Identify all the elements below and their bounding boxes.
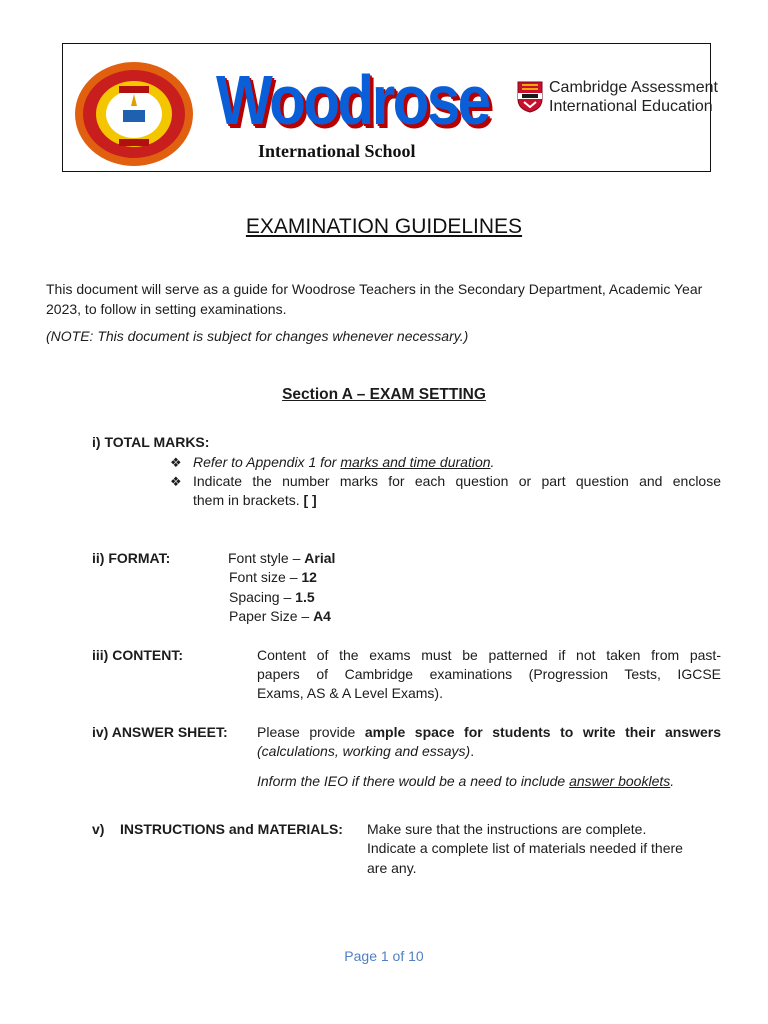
format-item-spacing — [229, 588, 315, 608]
marks-duration-link: marks and time duration — [340, 454, 491, 470]
format-item-font-style — [228, 549, 335, 569]
format-item-paper-size — [229, 607, 331, 627]
format-item-name: Font size – — [229, 569, 302, 585]
instructions-label: v) INSTRUCTIONS and MATERIALS: — [92, 821, 343, 837]
diamond-bullet-icon: ❖ — [170, 474, 182, 489]
answer-sheet-inform — [257, 772, 674, 792]
total-marks-item-1-post: . — [490, 454, 495, 470]
inform-post: . — [670, 773, 675, 789]
format-item-name: Spacing – — [229, 589, 296, 605]
school-crest-logo — [73, 60, 195, 168]
format-item-name: Paper Size – — [229, 608, 314, 624]
format-item-value: 1.5 — [295, 589, 315, 605]
content-line-1: Content of the exams must be patterned if not taken from past- — [257, 647, 721, 663]
cambridge-subtitle: International Education — [549, 98, 713, 115]
total-marks-item-1 — [193, 453, 494, 473]
answer-sheet-italic: (calculations, working and essays) — [257, 743, 471, 759]
total-marks-item-1-pre: Refer to Appendix 1 for — [193, 454, 341, 470]
cambridge-shield-icon — [517, 81, 543, 113]
format-item-name: Font style – — [228, 550, 305, 566]
answer-sheet-emphasis: ample space for students to write their answers — [364, 724, 721, 740]
section-heading: Section A – EXAM SETTING — [282, 386, 486, 403]
total-marks-item-2-text: them in brackets. — [193, 492, 304, 508]
total-marks-item-2-line2 — [193, 491, 317, 511]
answer-sheet-line-1 — [257, 723, 721, 743]
answer-sheet-pre: Please provide — [257, 724, 365, 740]
instructions-line-1: Make sure that the instructions are complete. — [367, 821, 647, 837]
format-item-font-size — [229, 568, 317, 588]
diamond-bullet-icon: ❖ — [170, 455, 182, 470]
note-text: (NOTE: This document is subject for changes whenever necessary.) — [46, 328, 469, 344]
instructions-line-3: are any. — [367, 860, 417, 876]
format-item-value: Arial — [304, 550, 336, 566]
intro-paragraph: This document will serve as a guide for Woodrose Teachers in the Secondary Department, Academic Year 2023, to follow in setting examinations. — [46, 281, 703, 317]
school-subtitle: International School — [258, 141, 416, 161]
total-marks-item-2-line1: Indicate the number marks for each question or part question and enclose — [193, 473, 721, 489]
answer-sheet-line-2 — [257, 742, 474, 762]
content-line-2: papers of Cambridge examinations (Progression Tests, IGCSE — [257, 666, 721, 682]
cambridge-name: Cambridge Assessment — [549, 79, 718, 96]
answer-sheet-post: . — [470, 743, 475, 759]
brackets-symbol: [ ] — [303, 492, 317, 508]
content-label: iii) CONTENT: — [92, 647, 183, 663]
answer-booklets-link: answer booklets — [569, 773, 671, 789]
answer-sheet-label: iv) ANSWER SHEET: — [92, 724, 228, 740]
school-name-logo: Woodrose — [216, 61, 489, 139]
page-title: EXAMINATION GUIDELINES — [245, 215, 523, 238]
total-marks-label: i) TOTAL MARKS: — [92, 434, 210, 450]
page-number: Page 1 of 10 — [344, 948, 424, 964]
inform-pre: Inform the IEO if there would be a need to include — [257, 773, 570, 789]
instructions-line-2: Indicate a complete list of materials needed if there — [367, 840, 683, 856]
format-item-value: A4 — [313, 608, 331, 624]
format-item-value: 12 — [301, 569, 317, 585]
format-label: ii) FORMAT: — [92, 550, 171, 566]
content-line-3: Exams, AS & A Level Exams). — [257, 685, 443, 701]
